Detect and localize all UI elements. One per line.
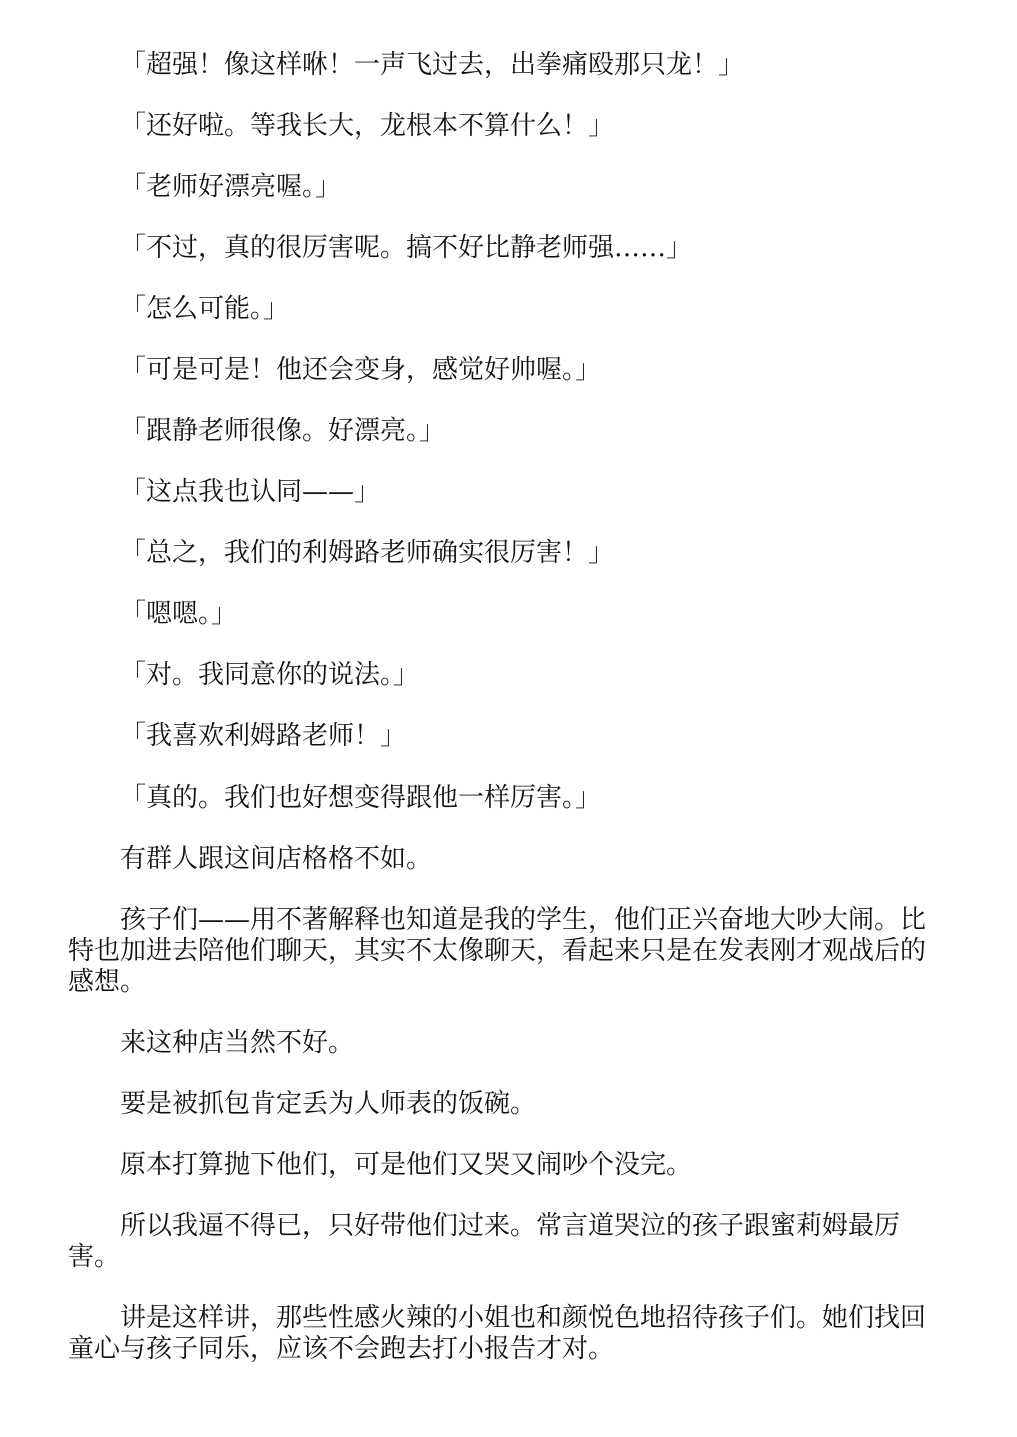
- narration-paragraph: 要是被抓包肯定丢为人师表的饭碗。: [120, 1089, 537, 1119]
- dialogue-line: 「对。我同意你的说法。」: [120, 660, 420, 690]
- dialogue-line: 「还好啦。等我长大，龙根本不算什么！」: [120, 111, 615, 141]
- dialogue-line: 「不过，真的很厉害呢。搞不好比静老师强……」: [120, 233, 693, 263]
- narration-paragraph: 所以我逼不得已，只好带他们过来。常言道哭泣的孩子跟蜜莉姆最厉害。: [68, 1211, 901, 1272]
- narration-paragraph: 来这种店当然不好。: [120, 1028, 355, 1058]
- narration-paragraph: 有群人跟这间店格格不如。: [120, 844, 433, 874]
- narration-paragraph: 孩子们——用不著解释也知道是我的学生，他们正兴奋地大吵大闹。比特也加进去陪他们聊天，其实不太像聊天，看起来只是在发表刚才观战后的感想。: [68, 905, 927, 997]
- dialogue-line: 「真的。我们也好想变得跟他一样厉害。」: [120, 783, 602, 813]
- dialogue-line: 「总之，我们的利姆路老师确实很厉害！」: [120, 538, 615, 568]
- narration-paragraph: 讲是这样讲，那些性感火辣的小姐也和颜悦色地招待孩子们。她们找回童心与孩子同乐，应该不会跑去打小报告才对。: [68, 1303, 927, 1364]
- narration-paragraph: 原本打算抛下他们，可是他们又哭又闹吵个没完。: [120, 1150, 693, 1180]
- dialogue-line: 「跟静老师很像。好漂亮。」: [120, 416, 446, 446]
- dialogue-line: 「嗯嗯。」: [120, 599, 238, 629]
- dialogue-line: 「我喜欢利姆路老师！」: [120, 721, 407, 751]
- dialogue-line: 「老师好漂亮喔。」: [120, 172, 342, 202]
- dialogue-line: 「超强！像这样咻！一声飞过去，出拳痛殴那只龙！」: [120, 50, 745, 80]
- dialogue-line: 「怎么可能。」: [120, 294, 290, 324]
- dialogue-line: 「可是可是！他还会变身，感觉好帅喔。」: [120, 355, 602, 385]
- dialogue-line: 「这点我也认同——」: [120, 477, 381, 507]
